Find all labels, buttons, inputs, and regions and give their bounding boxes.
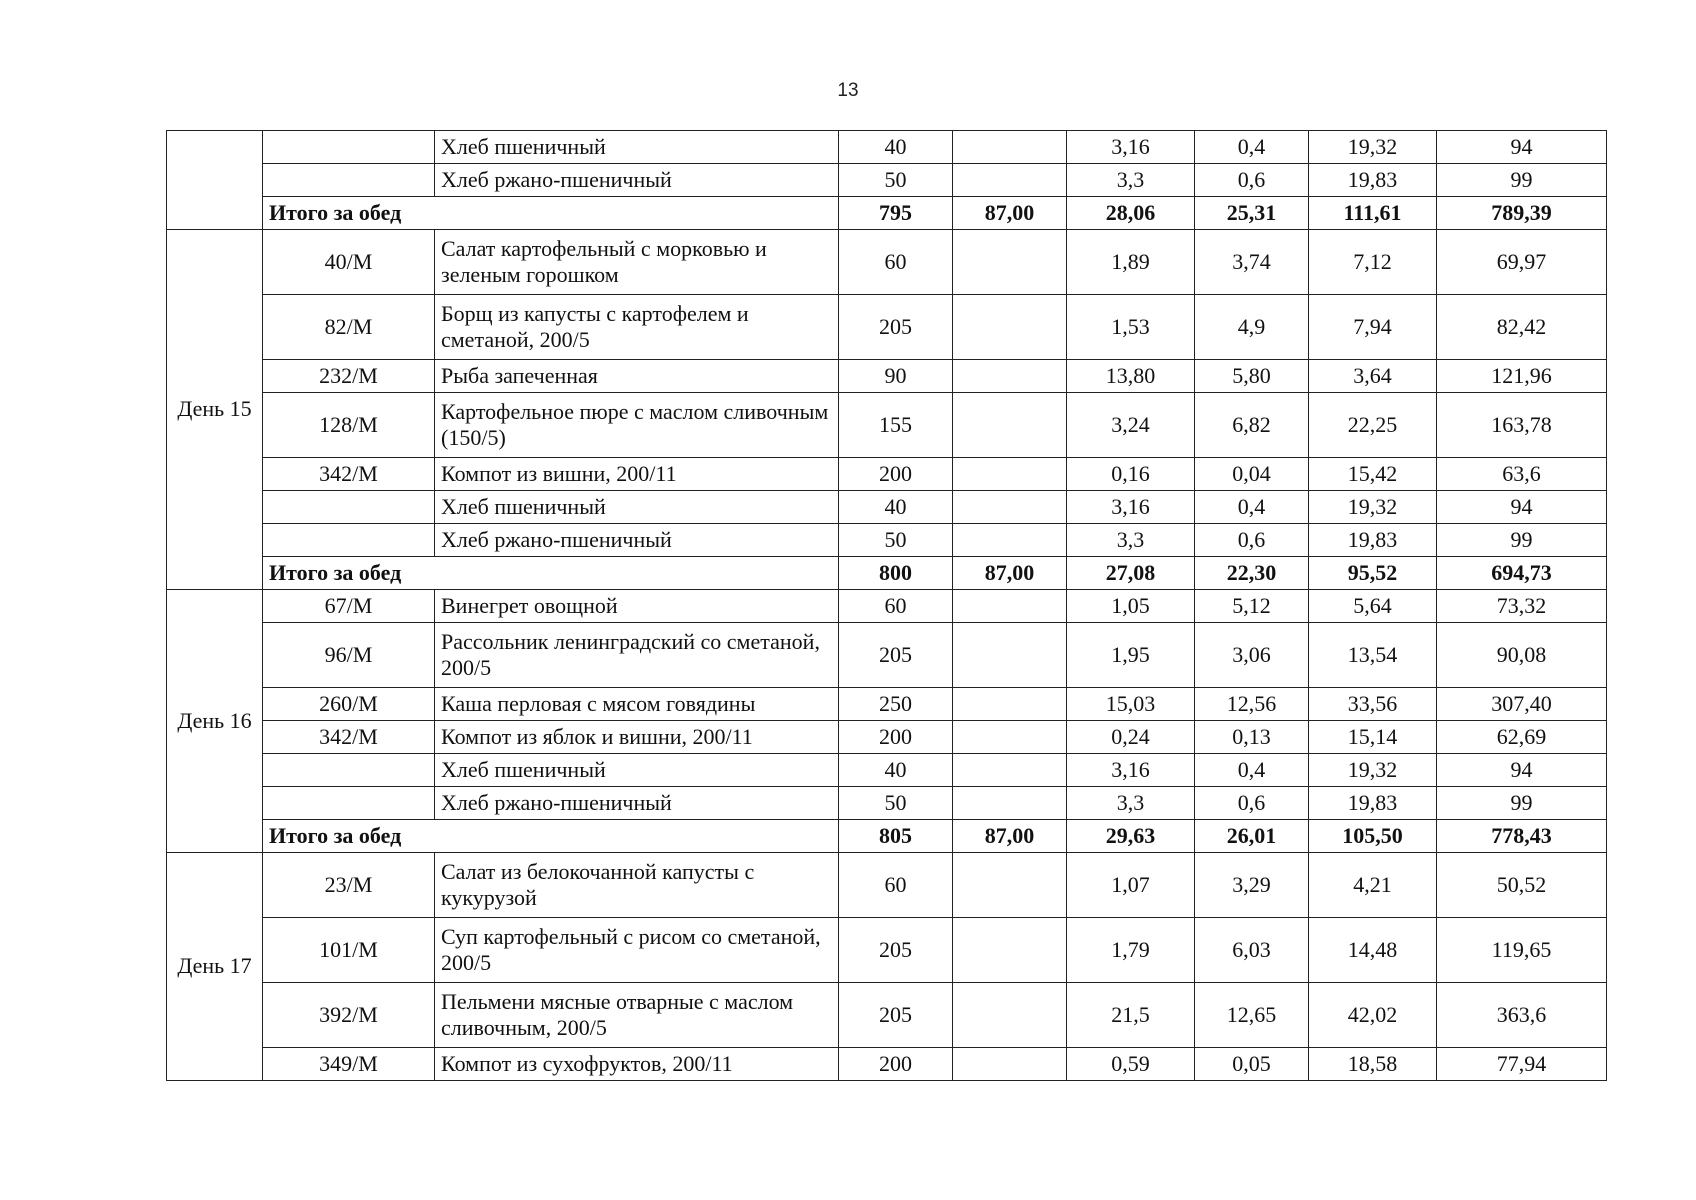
dish-name: Салат из белокочанной капусты с кукурузой	[435, 853, 839, 918]
fat-cell: 0,05	[1195, 1048, 1309, 1081]
protein-cell: 15,03	[1067, 688, 1195, 721]
weight-cell: 60	[839, 853, 953, 918]
total-protein-cell: 27,08	[1067, 557, 1195, 590]
day-label: День 17	[167, 853, 263, 1081]
dish-name: Компот из вишни, 200/11	[435, 458, 839, 491]
table-row	[167, 918, 1607, 983]
dish-code	[263, 131, 435, 164]
fat-cell: 12,56	[1195, 688, 1309, 721]
weight-cell: 60	[839, 590, 953, 623]
table-row	[167, 491, 1607, 524]
price-cell	[953, 1048, 1067, 1081]
carbs-cell: 15,42	[1309, 458, 1437, 491]
fat-cell: 0,6	[1195, 164, 1309, 197]
carbs-cell: 14,48	[1309, 918, 1437, 983]
dish-code: 23/М	[263, 853, 435, 918]
dish-code: 82/М	[263, 295, 435, 360]
price-cell	[953, 164, 1067, 197]
protein-cell: 3,3	[1067, 164, 1195, 197]
table-row	[167, 524, 1607, 557]
table-row	[167, 787, 1607, 820]
price-cell	[953, 491, 1067, 524]
kcal-cell: 69,97	[1437, 230, 1607, 295]
total-fat-cell: 25,31	[1195, 197, 1309, 230]
dish-code	[263, 754, 435, 787]
fat-cell: 3,06	[1195, 623, 1309, 688]
price-cell	[953, 853, 1067, 918]
protein-cell: 0,59	[1067, 1048, 1195, 1081]
protein-cell: 3,16	[1067, 131, 1195, 164]
dish-code: 392/М	[263, 983, 435, 1048]
price-cell	[953, 524, 1067, 557]
total-carbs-cell: 111,61	[1309, 197, 1437, 230]
dish-name: Хлеб пшеничный	[435, 131, 839, 164]
weight-cell: 205	[839, 918, 953, 983]
table-row	[167, 853, 1607, 918]
carbs-cell: 19,83	[1309, 787, 1437, 820]
carbs-cell: 15,14	[1309, 721, 1437, 754]
menu-table-body	[167, 131, 1607, 1081]
total-kcal-cell: 694,73	[1437, 557, 1607, 590]
kcal-cell: 90,08	[1437, 623, 1607, 688]
table-row	[167, 360, 1607, 393]
total-label: Итого за обед	[263, 197, 839, 230]
total-fat-cell: 22,30	[1195, 557, 1309, 590]
fat-cell: 0,6	[1195, 524, 1309, 557]
weight-cell: 90	[839, 360, 953, 393]
total-carbs-cell: 105,50	[1309, 820, 1437, 853]
dish-name: Хлеб ржано-пшеничный	[435, 524, 839, 557]
kcal-cell: 163,78	[1437, 393, 1607, 458]
carbs-cell: 7,94	[1309, 295, 1437, 360]
dish-code: 40/М	[263, 230, 435, 295]
menu-table	[166, 130, 1607, 1081]
kcal-cell: 73,32	[1437, 590, 1607, 623]
price-cell	[953, 590, 1067, 623]
dish-code: 349/М	[263, 1048, 435, 1081]
dish-name: Суп картофельный с рисом со сметаной, 200/5	[435, 918, 839, 983]
dish-name: Хлеб пшеничный	[435, 491, 839, 524]
price-cell	[953, 623, 1067, 688]
weight-cell: 250	[839, 688, 953, 721]
carbs-cell: 18,58	[1309, 1048, 1437, 1081]
total-row	[167, 557, 1607, 590]
weight-cell: 200	[839, 458, 953, 491]
kcal-cell: 62,69	[1437, 721, 1607, 754]
table-row	[167, 295, 1607, 360]
fat-cell: 0,13	[1195, 721, 1309, 754]
price-cell	[953, 918, 1067, 983]
total-protein-cell: 28,06	[1067, 197, 1195, 230]
total-row	[167, 197, 1607, 230]
page-number: 13	[837, 80, 859, 101]
kcal-cell: 99	[1437, 524, 1607, 557]
table-row	[167, 131, 1607, 164]
dish-name: Рыба запеченная	[435, 360, 839, 393]
carbs-cell: 3,64	[1309, 360, 1437, 393]
dish-code: 101/М	[263, 918, 435, 983]
total-price-cell: 87,00	[953, 197, 1067, 230]
dish-name: Компот из яблок и вишни, 200/11	[435, 721, 839, 754]
price-cell	[953, 295, 1067, 360]
dish-name: Салат картофельный с морковью и зеленым горошком	[435, 230, 839, 295]
price-cell	[953, 983, 1067, 1048]
dish-code	[263, 524, 435, 557]
kcal-cell: 82,42	[1437, 295, 1607, 360]
protein-cell: 3,16	[1067, 754, 1195, 787]
kcal-cell: 307,40	[1437, 688, 1607, 721]
total-price-cell: 87,00	[953, 557, 1067, 590]
kcal-cell: 99	[1437, 787, 1607, 820]
kcal-cell: 94	[1437, 754, 1607, 787]
total-weight-cell: 795	[839, 197, 953, 230]
dish-code: 67/М	[263, 590, 435, 623]
dish-name: Хлеб ржано-пшеничный	[435, 787, 839, 820]
dish-name: Борщ из капусты с картофелем и сметаной, 200/5	[435, 295, 839, 360]
fat-cell: 0,4	[1195, 754, 1309, 787]
price-cell	[953, 787, 1067, 820]
weight-cell: 155	[839, 393, 953, 458]
dish-code: 342/М	[263, 721, 435, 754]
protein-cell: 1,89	[1067, 230, 1195, 295]
protein-cell: 3,3	[1067, 787, 1195, 820]
weight-cell: 40	[839, 491, 953, 524]
table-row	[167, 1048, 1607, 1081]
dish-code	[263, 164, 435, 197]
weight-cell: 50	[839, 524, 953, 557]
kcal-cell: 121,96	[1437, 360, 1607, 393]
dish-name: Каша перловая с мясом говядины	[435, 688, 839, 721]
weight-cell: 60	[839, 230, 953, 295]
table-row	[167, 393, 1607, 458]
table-row	[167, 983, 1607, 1048]
protein-cell: 21,5	[1067, 983, 1195, 1048]
total-protein-cell: 29,63	[1067, 820, 1195, 853]
weight-cell: 205	[839, 983, 953, 1048]
carbs-cell: 5,64	[1309, 590, 1437, 623]
table-row	[167, 230, 1607, 295]
price-cell	[953, 360, 1067, 393]
table-row	[167, 688, 1607, 721]
protein-cell: 0,24	[1067, 721, 1195, 754]
day-label: День 15	[167, 230, 263, 590]
fat-cell: 5,12	[1195, 590, 1309, 623]
kcal-cell: 363,6	[1437, 983, 1607, 1048]
carbs-cell: 19,32	[1309, 754, 1437, 787]
weight-cell: 205	[839, 295, 953, 360]
weight-cell: 40	[839, 754, 953, 787]
dish-code: 260/М	[263, 688, 435, 721]
carbs-cell: 19,83	[1309, 164, 1437, 197]
carbs-cell: 22,25	[1309, 393, 1437, 458]
protein-cell: 13,80	[1067, 360, 1195, 393]
dish-code	[263, 787, 435, 820]
protein-cell: 1,95	[1067, 623, 1195, 688]
price-cell	[953, 131, 1067, 164]
total-kcal-cell: 789,39	[1437, 197, 1607, 230]
table-row	[167, 590, 1607, 623]
kcal-cell: 94	[1437, 491, 1607, 524]
price-cell	[953, 754, 1067, 787]
carbs-cell: 19,83	[1309, 524, 1437, 557]
kcal-cell: 94	[1437, 131, 1607, 164]
kcal-cell: 50,52	[1437, 853, 1607, 918]
dish-code: 96/М	[263, 623, 435, 688]
price-cell	[953, 393, 1067, 458]
carbs-cell: 7,12	[1309, 230, 1437, 295]
kcal-cell: 77,94	[1437, 1048, 1607, 1081]
protein-cell: 3,16	[1067, 491, 1195, 524]
weight-cell: 50	[839, 164, 953, 197]
fat-cell: 6,03	[1195, 918, 1309, 983]
weight-cell: 205	[839, 623, 953, 688]
price-cell	[953, 230, 1067, 295]
price-cell	[953, 721, 1067, 754]
dish-name: Рассольник ленинградский со сметаной, 200/5	[435, 623, 839, 688]
weight-cell: 200	[839, 721, 953, 754]
fat-cell: 0,4	[1195, 131, 1309, 164]
fat-cell: 0,6	[1195, 787, 1309, 820]
table-row	[167, 623, 1607, 688]
price-cell	[953, 458, 1067, 491]
carbs-cell: 19,32	[1309, 131, 1437, 164]
total-fat-cell: 26,01	[1195, 820, 1309, 853]
protein-cell: 3,3	[1067, 524, 1195, 557]
table-row	[167, 721, 1607, 754]
total-row	[167, 820, 1607, 853]
dish-code	[263, 491, 435, 524]
dish-name: Винегрет овощной	[435, 590, 839, 623]
fat-cell: 4,9	[1195, 295, 1309, 360]
dish-name: Хлеб ржано-пшеничный	[435, 164, 839, 197]
carbs-cell: 33,56	[1309, 688, 1437, 721]
carbs-cell: 4,21	[1309, 853, 1437, 918]
protein-cell: 0,16	[1067, 458, 1195, 491]
fat-cell: 0,04	[1195, 458, 1309, 491]
table-row	[167, 164, 1607, 197]
dish-name: Пельмени мясные отварные с маслом сливочным, 200/5	[435, 983, 839, 1048]
carbs-cell: 19,32	[1309, 491, 1437, 524]
fat-cell: 5,80	[1195, 360, 1309, 393]
protein-cell: 1,05	[1067, 590, 1195, 623]
carbs-cell: 42,02	[1309, 983, 1437, 1048]
fat-cell: 6,82	[1195, 393, 1309, 458]
day-label: День 16	[167, 590, 263, 853]
price-cell	[953, 688, 1067, 721]
table-row	[167, 754, 1607, 787]
day-label	[167, 131, 263, 230]
weight-cell: 200	[839, 1048, 953, 1081]
dish-name: Хлеб пшеничный	[435, 754, 839, 787]
total-carbs-cell: 95,52	[1309, 557, 1437, 590]
protein-cell: 1,79	[1067, 918, 1195, 983]
dish-code: 232/М	[263, 360, 435, 393]
total-label: Итого за обед	[263, 820, 839, 853]
kcal-cell: 63,6	[1437, 458, 1607, 491]
fat-cell: 3,74	[1195, 230, 1309, 295]
protein-cell: 1,07	[1067, 853, 1195, 918]
protein-cell: 3,24	[1067, 393, 1195, 458]
fat-cell: 0,4	[1195, 491, 1309, 524]
total-price-cell: 87,00	[953, 820, 1067, 853]
table-row	[167, 458, 1607, 491]
total-kcal-cell: 778,43	[1437, 820, 1607, 853]
dish-code: 342/М	[263, 458, 435, 491]
dish-name: Картофельное пюре с маслом сливочным (150/5)	[435, 393, 839, 458]
carbs-cell: 13,54	[1309, 623, 1437, 688]
dish-name: Компот из сухофруктов, 200/11	[435, 1048, 839, 1081]
weight-cell: 40	[839, 131, 953, 164]
kcal-cell: 99	[1437, 164, 1607, 197]
total-weight-cell: 800	[839, 557, 953, 590]
fat-cell: 3,29	[1195, 853, 1309, 918]
dish-code: 128/М	[263, 393, 435, 458]
protein-cell: 1,53	[1067, 295, 1195, 360]
total-label: Итого за обед	[263, 557, 839, 590]
kcal-cell: 119,65	[1437, 918, 1607, 983]
total-weight-cell: 805	[839, 820, 953, 853]
weight-cell: 50	[839, 787, 953, 820]
fat-cell: 12,65	[1195, 983, 1309, 1048]
